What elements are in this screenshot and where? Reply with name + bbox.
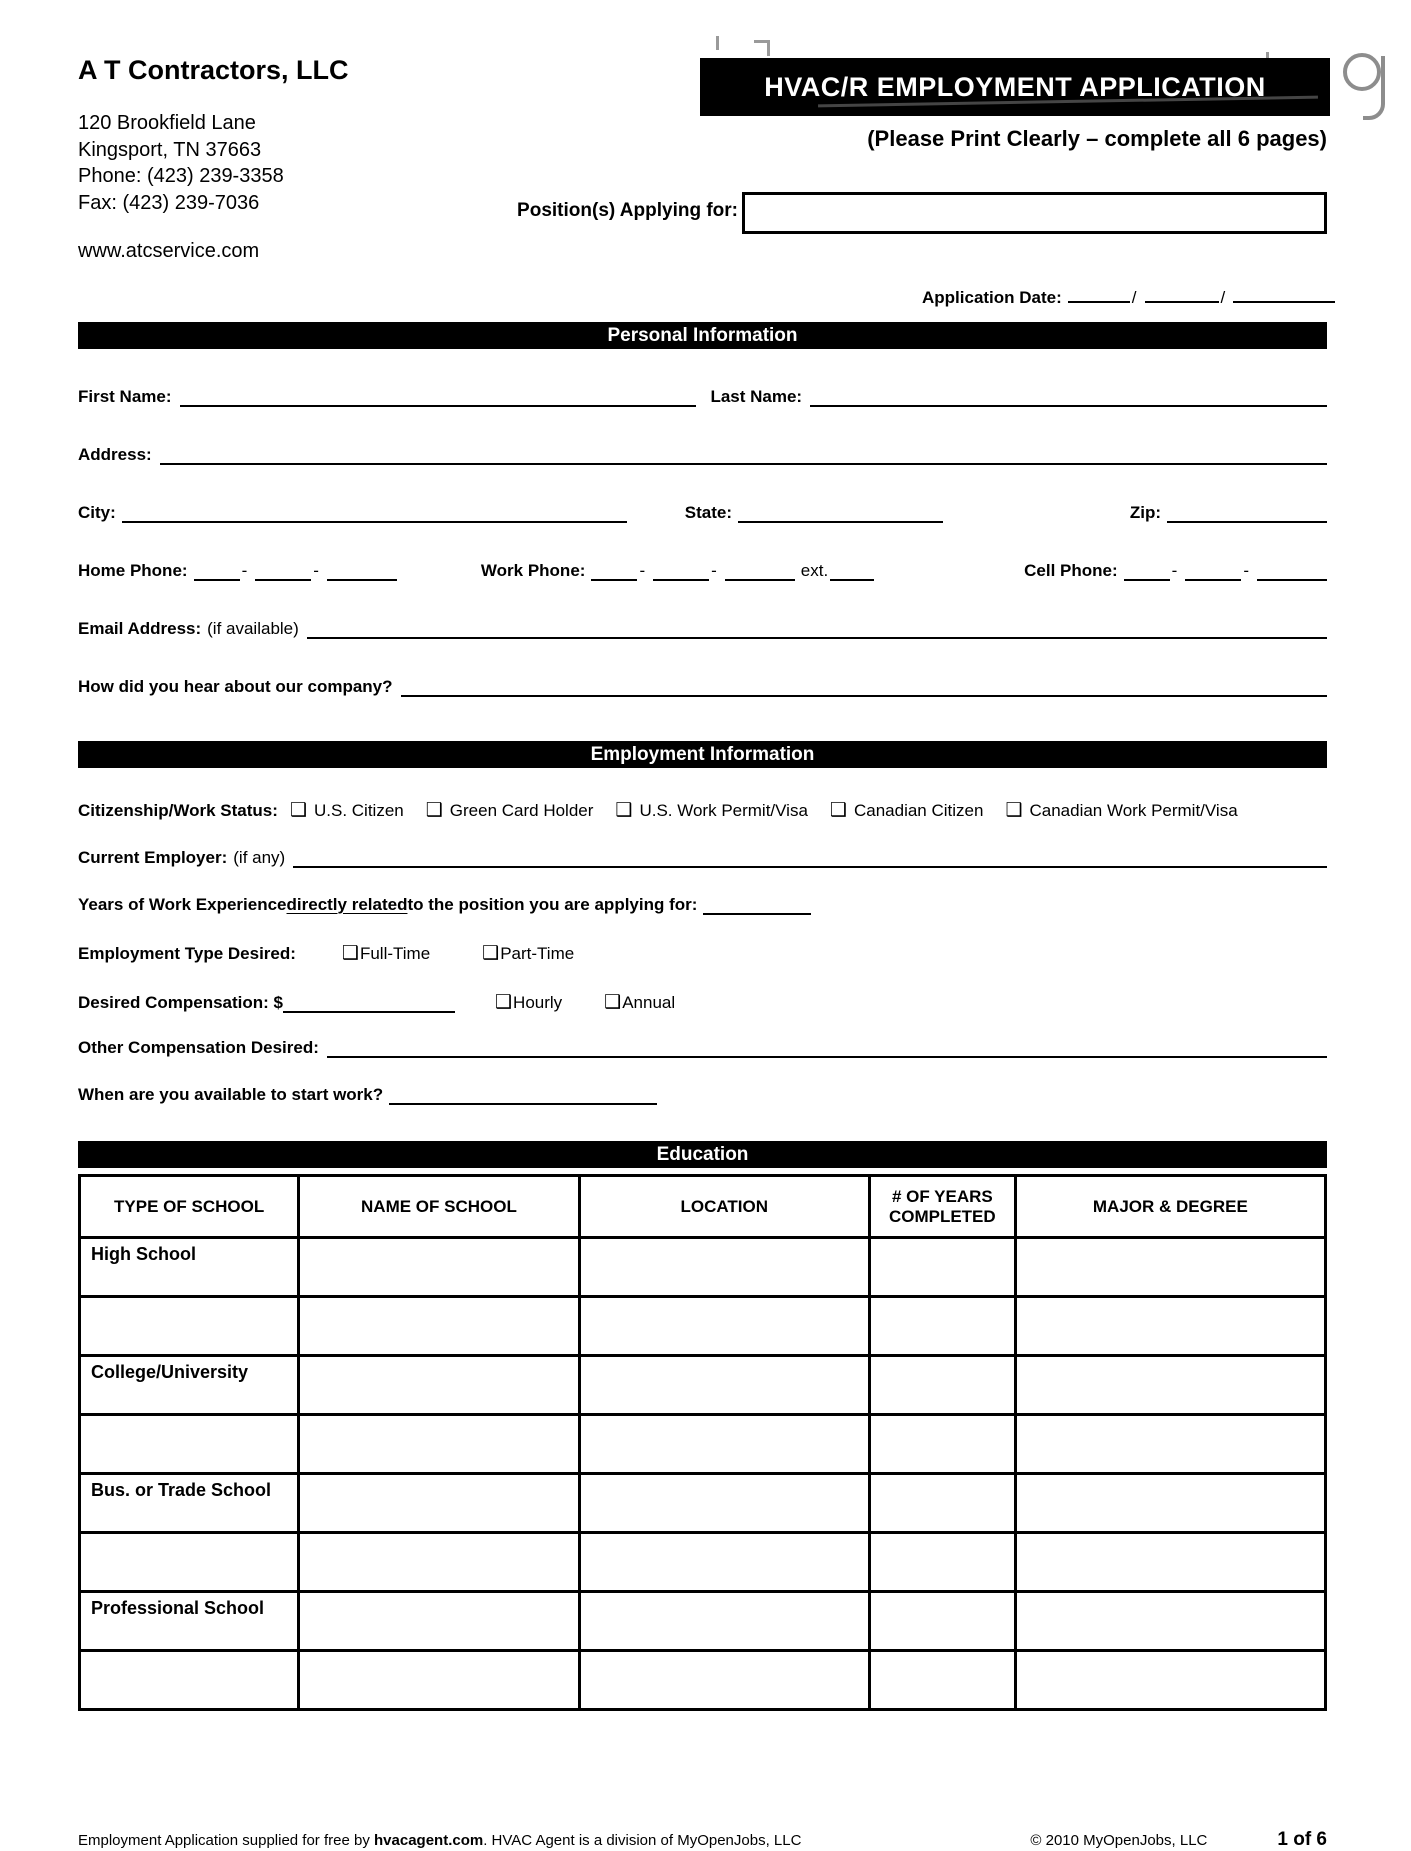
zip-line[interactable] — [1167, 503, 1327, 523]
checkbox-icon[interactable]: ❑ — [482, 943, 500, 964]
cell-location[interactable] — [579, 1533, 869, 1592]
row-label-college-university: College/University — [80, 1356, 299, 1415]
watermark-g-icon — [1340, 48, 1392, 133]
state-label: State: — [684, 503, 733, 522]
cell-name-of-school[interactable] — [299, 1592, 579, 1651]
checkbox-label: U.S. Work Permit/Visa — [639, 801, 808, 820]
cell-name-of-school[interactable] — [299, 1356, 579, 1415]
employment-type-label: Employment Type Desired: — [78, 944, 296, 963]
table-row-college-university — [80, 1356, 1326, 1415]
phone-dash: - — [241, 561, 248, 580]
start-work-label: When are you available to start work? — [78, 1085, 384, 1104]
cell-major-degree[interactable] — [1015, 1356, 1325, 1415]
other-compensation-row — [78, 1037, 1327, 1058]
cell-location[interactable] — [579, 1356, 869, 1415]
checkbox-option-us-work-permit — [615, 800, 808, 821]
experience-label-suffix: to the position you are applying for: — [407, 895, 698, 914]
cell-location[interactable] — [579, 1238, 869, 1297]
start-work-line[interactable] — [389, 1085, 657, 1105]
form-title-banner: HVAC/R EMPLOYMENT APPLICATION — [700, 58, 1330, 116]
referral-row — [78, 676, 1327, 697]
checkbox-label: Annual — [622, 993, 676, 1012]
work-phone-line3[interactable] — [725, 561, 795, 581]
page-number: 1 of 6 — [1277, 1829, 1327, 1850]
date-separator: / — [1220, 288, 1226, 307]
table-row-extra — [80, 1651, 1326, 1710]
compensation-amount-line[interactable] — [283, 993, 455, 1013]
cell-phone-label: Cell Phone: — [1024, 561, 1118, 580]
checkbox-icon[interactable]: ❑ — [495, 992, 513, 1013]
checkbox-label: Canadian Work Permit/Visa — [1029, 801, 1238, 820]
checkbox-label: Part-Time — [500, 944, 575, 963]
footer-attribution-suffix: . HVAC Agent is a division of MyOpenJobs, LLC — [483, 1832, 802, 1849]
section-banner-education: Education — [78, 1141, 1327, 1168]
cell-name-of-school[interactable] — [299, 1415, 579, 1474]
application-date-row — [922, 283, 1335, 308]
other-compensation-label: Other Compensation Desired: — [78, 1038, 319, 1057]
experience-label-underlined: directly related — [286, 895, 408, 914]
email-row — [78, 618, 1327, 639]
compensation-label: Desired Compensation: $ — [78, 993, 283, 1012]
checkbox-option-canadian-citizen — [830, 800, 984, 821]
checkbox-icon[interactable]: ❑ — [604, 992, 622, 1013]
cell-phone-line1[interactable] — [1124, 561, 1170, 581]
education-header-row — [80, 1176, 1326, 1238]
cell-years-completed[interactable] — [869, 1415, 1015, 1474]
row-label-blank[interactable] — [80, 1415, 299, 1474]
column-header-location: LOCATION — [579, 1176, 869, 1238]
work-phone-line2[interactable] — [653, 561, 709, 581]
company-website: www.atcservice.com — [78, 240, 260, 262]
address-row — [78, 444, 1327, 465]
checkbox-option-full-time — [342, 943, 430, 964]
phone-dash: - — [1243, 561, 1249, 580]
referral-line[interactable] — [401, 676, 1327, 697]
home-phone-line1[interactable] — [194, 561, 240, 581]
row-label-blank[interactable] — [80, 1297, 299, 1356]
section-banner-personal: Personal Information — [78, 322, 1327, 349]
checkbox-icon[interactable]: ❑ — [289, 800, 307, 821]
citizenship-label: Citizenship/Work Status: — [78, 801, 278, 820]
education-table — [78, 1174, 1327, 1711]
other-compensation-line[interactable] — [327, 1037, 1327, 1058]
checkbox-label: Canadian Citizen — [853, 801, 984, 820]
table-row-extra — [80, 1297, 1326, 1356]
row-label-high-school: High School — [80, 1238, 299, 1297]
city-label: City: — [78, 503, 116, 522]
cell-major-degree[interactable] — [1015, 1415, 1325, 1474]
start-work-row — [78, 1084, 1327, 1105]
column-header-type-of-school: TYPE OF SCHOOL — [80, 1176, 299, 1238]
cell-years-completed[interactable] — [869, 1297, 1015, 1356]
work-phone-ext-line[interactable] — [830, 561, 874, 581]
footer-copyright: © 2010 MyOpenJobs, LLC — [1030, 1832, 1208, 1849]
current-employer-line[interactable] — [293, 847, 1327, 868]
cell-major-degree[interactable] — [1015, 1651, 1325, 1710]
experience-label-prefix: Years of Work Experience — [78, 895, 287, 914]
city-state-zip-row — [78, 502, 1327, 523]
email-line[interactable] — [307, 618, 1327, 639]
checkbox-label: Hourly — [513, 993, 563, 1012]
experience-row — [78, 894, 1327, 915]
page-header — [78, 0, 1327, 322]
checkbox-option-canadian-work-permit — [1005, 800, 1237, 821]
checkbox-option-part-time — [482, 943, 574, 964]
cell-years-completed[interactable] — [869, 1533, 1015, 1592]
cell-phone-group — [1024, 560, 1327, 581]
cell-major-degree[interactable] — [1015, 1297, 1325, 1356]
home-phone-label: Home Phone: — [78, 561, 188, 580]
checkbox-icon[interactable]: ❑ — [341, 943, 359, 964]
checkbox-option-annual — [604, 992, 675, 1013]
column-header-years-completed: # OF YEARS COMPLETED — [869, 1176, 1015, 1238]
column-header-name-of-school: NAME OF SCHOOL — [299, 1176, 579, 1238]
cell-location[interactable] — [579, 1651, 869, 1710]
position-label: Position(s) Applying for: — [517, 200, 738, 221]
checkbox-option-green-card — [426, 800, 594, 821]
cell-location[interactable] — [579, 1297, 869, 1356]
cell-years-completed[interactable] — [869, 1474, 1015, 1533]
footer-attribution — [78, 1832, 801, 1849]
phone-dash: - — [313, 561, 319, 580]
checkbox-icon[interactable]: ❑ — [615, 800, 633, 821]
compensation-row — [78, 992, 1327, 1013]
checkbox-label: U.S. Citizen — [313, 801, 404, 820]
state-line[interactable] — [738, 503, 943, 523]
address-line[interactable] — [160, 444, 1327, 465]
checkbox-icon[interactable]: ❑ — [829, 800, 847, 821]
cell-name-of-school[interactable] — [299, 1651, 579, 1710]
company-fax: Fax: (423) 239-7036 — [78, 191, 260, 214]
checkbox-option-us-citizen — [290, 800, 404, 821]
position-input[interactable] — [742, 192, 1327, 234]
work-phone-label: Work Phone: — [480, 561, 586, 580]
phone-dash: - — [711, 561, 717, 580]
application-date-month-line[interactable] — [1068, 283, 1130, 303]
first-name-label: First Name: — [78, 387, 172, 406]
cell-name-of-school[interactable] — [299, 1533, 579, 1592]
checkbox-label: Full-Time — [359, 944, 431, 963]
cell-major-degree[interactable] — [1015, 1474, 1325, 1533]
company-address-line1: 120 Brookfield Lane — [78, 112, 256, 134]
print-clearly-note: (Please Print Clearly – complete all 6 pages) — [867, 126, 1327, 151]
row-label-blank[interactable] — [80, 1651, 299, 1710]
table-row-extra — [80, 1415, 1326, 1474]
name-row — [78, 386, 1327, 407]
phones-row — [78, 560, 1327, 581]
cell-major-degree[interactable] — [1015, 1533, 1325, 1592]
company-address-line2: Kingsport, TN 37663 — [78, 138, 262, 161]
checkbox-option-hourly — [495, 992, 562, 1013]
home-phone-line3[interactable] — [327, 561, 397, 581]
cell-major-degree[interactable] — [1015, 1592, 1325, 1651]
work-phone-line1[interactable] — [591, 561, 637, 581]
table-row-trade-school — [80, 1474, 1326, 1533]
home-phone-group — [78, 560, 397, 581]
experience-years-line[interactable] — [703, 895, 811, 915]
citizenship-row — [78, 800, 1327, 821]
page-footer — [78, 1829, 1327, 1851]
company-phone: Phone: (423) 239-3358 — [78, 165, 284, 188]
application-date-year-line[interactable] — [1233, 283, 1335, 303]
phone-dash: - — [1171, 561, 1178, 580]
table-row-professional-school — [80, 1592, 1326, 1651]
employment-type-row — [78, 943, 1327, 964]
section-banner-employment: Employment Information — [78, 741, 1327, 768]
footer-attribution-prefix: Employment Application supplied for free by — [78, 1832, 374, 1849]
cell-years-completed[interactable] — [869, 1651, 1015, 1710]
cell-phone-line3[interactable] — [1257, 561, 1327, 581]
ext-label: ext. — [800, 561, 829, 580]
cell-major-degree[interactable] — [1015, 1238, 1325, 1297]
column-header-major-degree: MAJOR & DEGREE — [1015, 1176, 1325, 1238]
row-label-professional-school: Professional School — [80, 1592, 299, 1651]
application-date-label: Application Date: — [922, 288, 1062, 307]
checkbox-icon[interactable]: ❑ — [425, 800, 443, 821]
cell-name-of-school[interactable] — [299, 1474, 579, 1533]
address-label: Address: — [78, 445, 152, 464]
first-name-line[interactable] — [180, 386, 697, 407]
company-address — [78, 110, 284, 216]
cell-name-of-school[interactable] — [299, 1297, 579, 1356]
work-phone-group — [481, 560, 874, 581]
cell-location[interactable] — [579, 1592, 869, 1651]
email-note: (if available) — [207, 619, 299, 638]
home-phone-line2[interactable] — [255, 561, 311, 581]
email-label: Email Address: — [78, 619, 202, 638]
city-line[interactable] — [122, 503, 627, 523]
date-separator: / — [1131, 288, 1137, 307]
last-name-line[interactable] — [810, 386, 1327, 407]
row-label-trade-school: Bus. or Trade School — [80, 1474, 299, 1533]
current-employer-note: (if any) — [233, 848, 286, 867]
cell-location[interactable] — [579, 1415, 869, 1474]
current-employer-row — [78, 847, 1327, 868]
watermark-fragment-icon — [716, 36, 719, 50]
last-name-label: Last Name: — [710, 387, 803, 406]
cell-years-completed[interactable] — [869, 1592, 1015, 1651]
current-employer-label: Current Employer: — [78, 848, 228, 867]
cell-years-completed[interactable] — [869, 1356, 1015, 1415]
phone-dash: - — [639, 561, 646, 580]
cell-location[interactable] — [579, 1474, 869, 1533]
referral-label: How did you hear about our company? — [78, 677, 393, 696]
watermark-fragment-icon — [754, 40, 770, 56]
table-row-extra — [80, 1533, 1326, 1592]
company-name: A T Contractors, LLC — [78, 55, 349, 85]
table-row-high-school — [80, 1238, 1326, 1297]
cell-phone-line2[interactable] — [1185, 561, 1241, 581]
application-date-day-line[interactable] — [1145, 283, 1219, 303]
row-label-blank[interactable] — [80, 1533, 299, 1592]
cell-years-completed[interactable] — [869, 1238, 1015, 1297]
zip-label: Zip: — [1129, 503, 1161, 522]
checkbox-label: Green Card Holder — [449, 801, 594, 820]
footer-attribution-site: hvacagent.com — [374, 1832, 484, 1849]
checkbox-icon[interactable]: ❑ — [1005, 800, 1023, 821]
cell-name-of-school[interactable] — [299, 1238, 579, 1297]
